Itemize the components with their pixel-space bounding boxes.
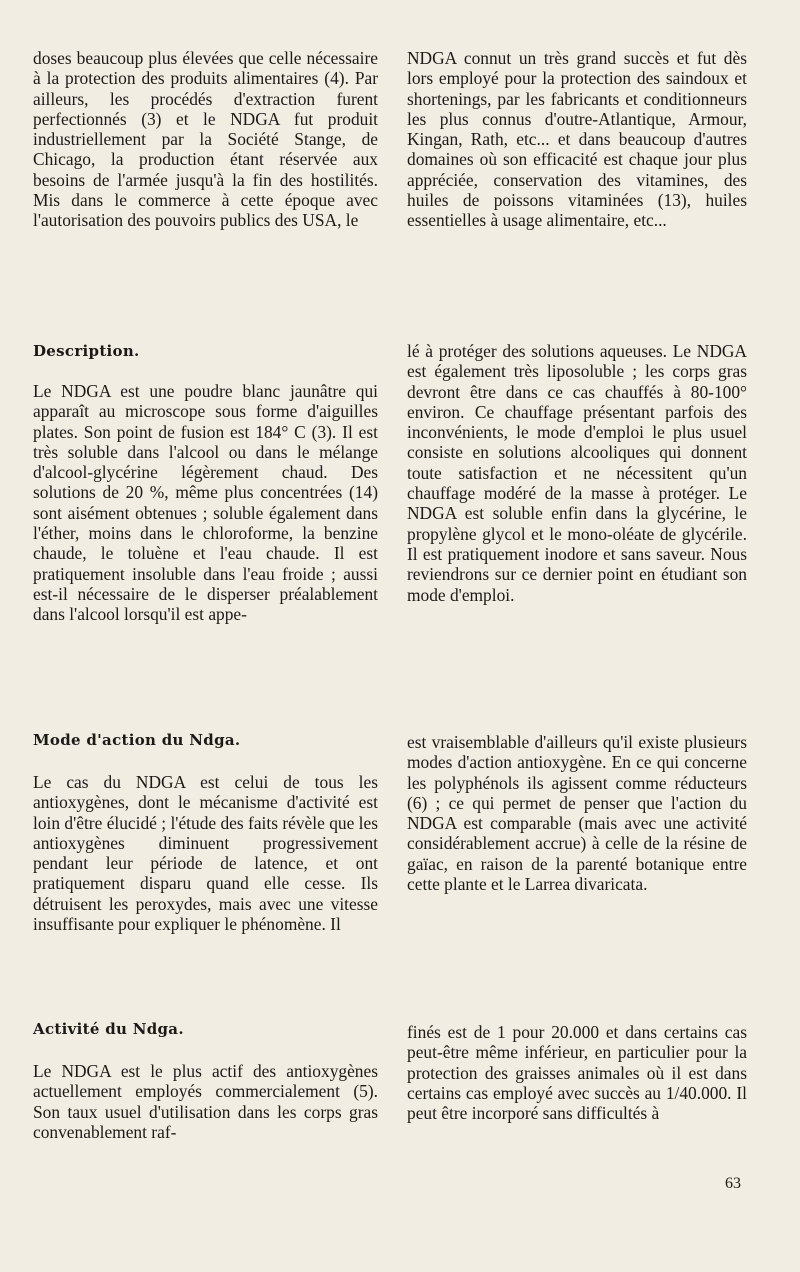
paragraph-mode-right: est vraisemblable d'ailleurs qu'il existe plusieurs modes d'action antioxygène. En ce qui concerne les polyphénols ils agissent comme réducteurs (6) ; ce qui permet de penser que l'action du NDGA est comparable (mais avec une activité considérablement accrue) à celle de la résine de gaïac, en raison de la parenté botanique entre cette plante et le Larrea divaricata.: [407, 732, 747, 895]
paragraph-intro-left: doses beaucoup plus élevées que celle nécessaire à la protection des produits alimentaires (4). Par ailleurs, les procédés d'extraction furent perfectionnés (3) et le NDGA fut produit industriellement par la Société Stange, de Chicago, la production étant réservée aux besoins de l'armée jusqu'à la fin des hostilités. Mis dans le commerce à cette époque avec l'autorisation des pouvoirs publics des USA, le: [33, 48, 378, 231]
paragraph-description-right: lé à protéger des solutions aqueuses. Le NDGA est également très liposoluble ; les corps gras devront être dans ce cas chauffés à 80-100° environ. Ce chauffage présentant parfois des inconvénients, le mode d'emploi le plus usuel consiste en solutions alcooliques qui donnent toute satisfaction et ne nécessitent qu'un chauffage modéré de la masse à protéger. Le NDGA est soluble enfin dans la glycérine, le propylène glycol et le mono-oléate de glycérile. Il est pratiquement inodore et sans saveur. Nous reviendrons sur ce dernier point en étudiant son mode d'emploi.: [407, 341, 747, 605]
paragraph-activite-left: Le NDGA est le plus actif des antioxygènes actuellement employés commercialement (5). Son taux usuel d'utilisation dans les corps gras convenablement raf-: [33, 1061, 378, 1142]
paragraph-description-left: Le NDGA est une poudre blanc jaunâtre qui apparaît au microscope sous forme d'aiguilles plates. Son point de fusion est 184° C (3). Il est très soluble dans l'alcool ou dans le mélange d'alcool-glycérine légèrement chaud. Des solutions de 20 %, même plus concentrées (14) sont aisément obtenues ; soluble également dans l'éther, moins dans le chloroforme, la benzine chaude, le toluène et l'eau chaude. Il est pratiquement insoluble dans l'eau froide ; aussi est-il nécessaire de le disperser préalablement dans l'alcool lorsqu'il est appe-: [33, 381, 378, 625]
heading-mode-action: Mode d'action du Ndga.: [33, 731, 241, 749]
paragraph-activite-right: finés est de 1 pour 20.000 et dans certains cas peut-être même inférieur, en particulier pour la protection des graisses animales où il est dans certains cas employé avec succès au 1/40.000. Il peut être incorporé sans difficultés à: [407, 1022, 747, 1124]
heading-description: Description.: [33, 342, 140, 360]
page-number: 63: [725, 1175, 741, 1192]
paragraph-mode-left: Le cas du NDGA est celui de tous les antioxygènes, dont le mécanisme d'activité est loin d'être élucidé ; l'étude des faits révèle que les antioxygènes diminuent progressivement pendant leur période de latence, et ont pratiquement disparu quand elle cesse. Ils détruisent les peroxydes, mais avec une vitesse insuffisante pour expliquer le phénomène. Il: [33, 772, 378, 935]
heading-activite: Activité du Ndga.: [33, 1020, 184, 1038]
paragraph-intro-right: NDGA connut un très grand succès et fut dès lors employé pour la protection des saindoux et shortenings, par les fabricants et conditionneurs les plus connus d'outre-Atlantique, Armour, Kingan, Rath, etc... et dans beaucoup d'autres domaines où son efficacité est chaque jour plus appréciée, conservation des vitamines, des huiles de poissons vitaminées (13), huiles essentielles à usage alimentaire, etc...: [407, 48, 747, 231]
